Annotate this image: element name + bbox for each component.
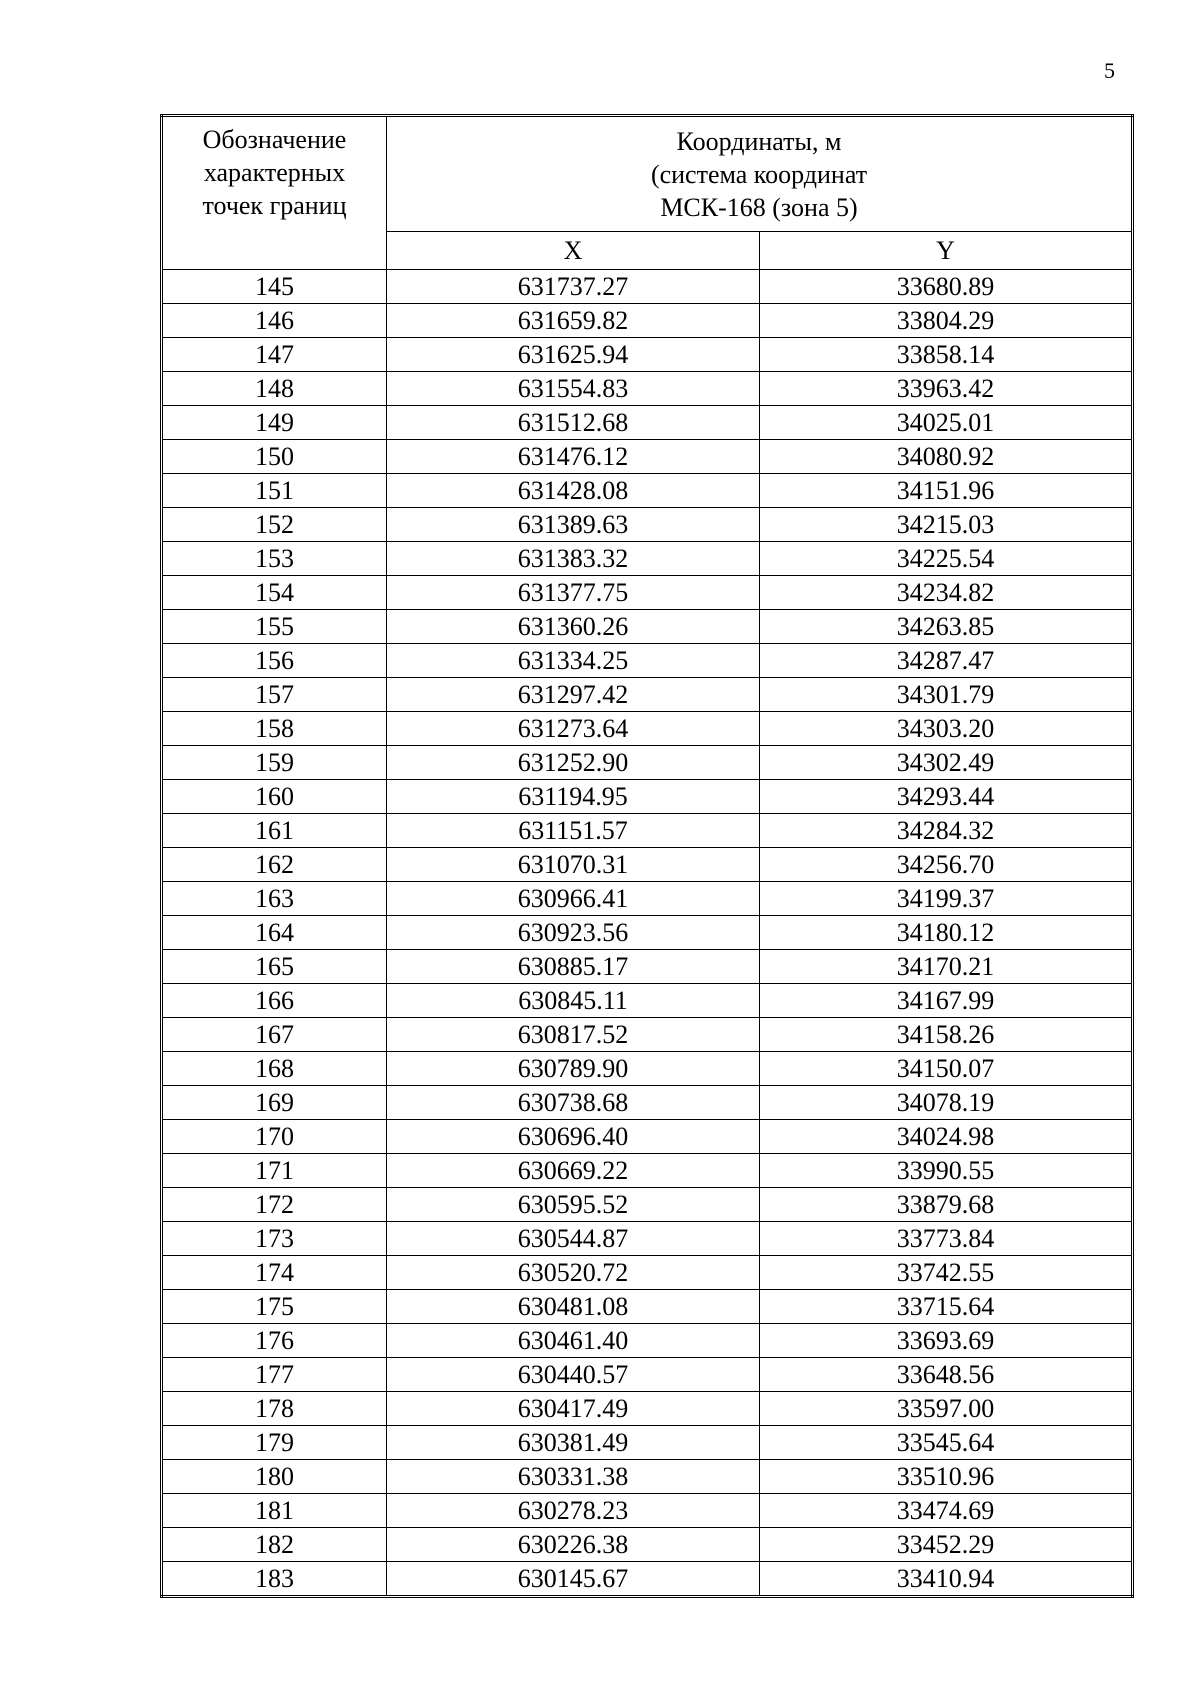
y-coordinate-cell: 34284.32 (760, 814, 1133, 848)
table-row (162, 610, 1133, 644)
point-cell: 161 (162, 814, 387, 848)
x-coordinate-cell: 630145.67 (387, 1562, 760, 1597)
x-coordinate-cell: 630481.08 (387, 1290, 760, 1324)
y-coordinate-cell: 34170.21 (760, 950, 1133, 984)
table-row (162, 576, 1133, 610)
point-cell: 171 (162, 1154, 387, 1188)
x-coordinate-cell: 630278.23 (387, 1494, 760, 1528)
y-coordinate-cell: 34302.49 (760, 746, 1133, 780)
y-coordinate-cell: 33510.96 (760, 1460, 1133, 1494)
x-coordinate-cell: 631389.63 (387, 508, 760, 542)
point-cell: 156 (162, 644, 387, 678)
x-coordinate-cell: 631737.27 (387, 270, 760, 304)
x-coordinate-cell: 630381.49 (387, 1426, 760, 1460)
table-row (162, 644, 1133, 678)
table-row (162, 1426, 1133, 1460)
point-cell: 148 (162, 372, 387, 406)
x-coordinate-cell: 631659.82 (387, 304, 760, 338)
y-coordinate-cell: 34078.19 (760, 1086, 1133, 1120)
x-coordinate-cell: 630738.68 (387, 1086, 760, 1120)
y-coordinate-cell: 33879.68 (760, 1188, 1133, 1222)
point-cell: 149 (162, 406, 387, 440)
y-coordinate-cell: 34287.47 (760, 644, 1133, 678)
x-coordinate-cell: 631297.42 (387, 678, 760, 712)
point-cell: 177 (162, 1358, 387, 1392)
y-coordinate-cell: 33858.14 (760, 338, 1133, 372)
table-row (162, 1358, 1133, 1392)
x-coordinate-cell: 631554.83 (387, 372, 760, 406)
x-column-header: X (387, 232, 760, 270)
table-row (162, 1528, 1133, 1562)
point-cell: 169 (162, 1086, 387, 1120)
table-row (162, 1018, 1133, 1052)
x-coordinate-cell: 630417.49 (387, 1392, 760, 1426)
x-coordinate-cell: 630885.17 (387, 950, 760, 984)
table-row (162, 1188, 1133, 1222)
point-cell: 145 (162, 270, 387, 304)
table-row (162, 440, 1133, 474)
point-cell: 159 (162, 746, 387, 780)
point-cell: 164 (162, 916, 387, 950)
table-body (162, 270, 1133, 1597)
point-cell: 154 (162, 576, 387, 610)
point-designation-header (162, 116, 387, 270)
y-coordinate-cell: 34303.20 (760, 712, 1133, 746)
x-coordinate-cell: 630440.57 (387, 1358, 760, 1392)
x-coordinate-cell: 630789.90 (387, 1052, 760, 1086)
table-row (162, 338, 1133, 372)
table-row (162, 678, 1133, 712)
table-row (162, 304, 1133, 338)
x-coordinate-cell: 630669.22 (387, 1154, 760, 1188)
header-line: характерных (203, 158, 346, 187)
x-coordinate-cell: 631476.12 (387, 440, 760, 474)
x-coordinate-cell: 630923.56 (387, 916, 760, 950)
point-cell: 183 (162, 1562, 387, 1597)
y-coordinate-cell: 33452.29 (760, 1528, 1133, 1562)
table-row (162, 1222, 1133, 1256)
table-row (162, 1086, 1133, 1120)
point-cell: 179 (162, 1426, 387, 1460)
y-coordinate-cell: 33545.64 (760, 1426, 1133, 1460)
point-cell: 163 (162, 882, 387, 916)
y-coordinate-cell: 33680.89 (760, 270, 1133, 304)
x-coordinate-cell: 630595.52 (387, 1188, 760, 1222)
point-cell: 158 (162, 712, 387, 746)
y-coordinate-cell: 34293.44 (760, 780, 1133, 814)
point-cell: 147 (162, 338, 387, 372)
table-row (162, 712, 1133, 746)
point-cell: 152 (162, 508, 387, 542)
point-cell: 146 (162, 304, 387, 338)
y-coordinate-cell: 34180.12 (760, 916, 1133, 950)
point-cell: 165 (162, 950, 387, 984)
table-row (162, 372, 1133, 406)
point-cell: 181 (162, 1494, 387, 1528)
y-coordinate-cell: 34234.82 (760, 576, 1133, 610)
table-row (162, 1290, 1133, 1324)
x-coordinate-cell: 630966.41 (387, 882, 760, 916)
y-coordinate-cell: 34024.98 (760, 1120, 1133, 1154)
table-header (162, 116, 1133, 270)
x-coordinate-cell: 630461.40 (387, 1324, 760, 1358)
point-cell: 172 (162, 1188, 387, 1222)
header-line: Координаты, м (676, 127, 842, 156)
table-row (162, 848, 1133, 882)
y-coordinate-cell: 33773.84 (760, 1222, 1133, 1256)
table-row (162, 814, 1133, 848)
point-cell: 167 (162, 1018, 387, 1052)
y-coordinate-cell: 34215.03 (760, 508, 1133, 542)
point-cell: 174 (162, 1256, 387, 1290)
table-row (162, 916, 1133, 950)
point-cell: 153 (162, 542, 387, 576)
x-coordinate-cell: 631273.64 (387, 712, 760, 746)
point-cell: 151 (162, 474, 387, 508)
table-row (162, 542, 1133, 576)
point-cell: 166 (162, 984, 387, 1018)
x-coordinate-cell: 630331.38 (387, 1460, 760, 1494)
y-coordinate-cell: 34263.85 (760, 610, 1133, 644)
x-coordinate-cell: 630845.11 (387, 984, 760, 1018)
x-coordinate-cell: 631377.75 (387, 576, 760, 610)
table-row (162, 1052, 1133, 1086)
x-coordinate-cell: 631070.31 (387, 848, 760, 882)
header-line: точек границ (202, 191, 347, 220)
table-row (162, 406, 1133, 440)
y-coordinate-cell: 34167.99 (760, 984, 1133, 1018)
table-row (162, 882, 1133, 916)
table-row (162, 1120, 1133, 1154)
point-cell: 170 (162, 1120, 387, 1154)
point-cell: 180 (162, 1460, 387, 1494)
point-cell: 150 (162, 440, 387, 474)
x-coordinate-cell: 631512.68 (387, 406, 760, 440)
y-coordinate-cell: 33597.00 (760, 1392, 1133, 1426)
x-coordinate-cell: 630520.72 (387, 1256, 760, 1290)
table-row (162, 1460, 1133, 1494)
x-coordinate-cell: 631151.57 (387, 814, 760, 848)
x-coordinate-cell: 630544.87 (387, 1222, 760, 1256)
y-coordinate-cell: 33742.55 (760, 1256, 1133, 1290)
x-coordinate-cell: 630696.40 (387, 1120, 760, 1154)
y-coordinate-cell: 33474.69 (760, 1494, 1133, 1528)
point-cell: 162 (162, 848, 387, 882)
table-row (162, 1256, 1133, 1290)
table-row (162, 780, 1133, 814)
y-coordinate-cell: 33410.94 (760, 1562, 1133, 1597)
coordinates-table (160, 114, 1134, 1598)
y-coordinate-cell: 33715.64 (760, 1290, 1133, 1324)
point-cell: 173 (162, 1222, 387, 1256)
point-cell: 157 (162, 678, 387, 712)
table-row (162, 1562, 1133, 1597)
y-coordinate-cell: 33693.69 (760, 1324, 1133, 1358)
y-coordinate-cell: 34150.07 (760, 1052, 1133, 1086)
y-coordinate-cell: 34301.79 (760, 678, 1133, 712)
x-coordinate-cell: 630226.38 (387, 1528, 760, 1562)
y-coordinate-cell: 34256.70 (760, 848, 1133, 882)
x-coordinate-cell: 631428.08 (387, 474, 760, 508)
point-cell: 175 (162, 1290, 387, 1324)
page-number: 5 (1104, 58, 1115, 83)
table-row (162, 508, 1133, 542)
x-coordinate-cell: 631383.32 (387, 542, 760, 576)
table-row (162, 1494, 1133, 1528)
x-coordinate-cell: 631334.25 (387, 644, 760, 678)
table-row (162, 1154, 1133, 1188)
y-column-header: Y (760, 232, 1133, 270)
header-line: МСК-168 (зона 5) (660, 193, 858, 222)
table-row (162, 270, 1133, 304)
table-row (162, 1324, 1133, 1358)
y-coordinate-cell: 33963.42 (760, 372, 1133, 406)
y-coordinate-cell: 34225.54 (760, 542, 1133, 576)
point-cell: 178 (162, 1392, 387, 1426)
y-coordinate-cell: 33990.55 (760, 1154, 1133, 1188)
table-row (162, 1392, 1133, 1426)
x-coordinate-cell: 630817.52 (387, 1018, 760, 1052)
y-coordinate-cell: 34080.92 (760, 440, 1133, 474)
y-coordinate-cell: 34151.96 (760, 474, 1133, 508)
table-row (162, 950, 1133, 984)
point-cell: 155 (162, 610, 387, 644)
point-cell: 160 (162, 780, 387, 814)
y-coordinate-cell: 34158.26 (760, 1018, 1133, 1052)
y-coordinate-cell: 33804.29 (760, 304, 1133, 338)
y-coordinate-cell: 33648.56 (760, 1358, 1133, 1392)
header-line: Обозначение (202, 125, 347, 154)
header-line: (система координат (650, 160, 868, 189)
point-cell: 176 (162, 1324, 387, 1358)
point-cell: 168 (162, 1052, 387, 1086)
table-row (162, 984, 1133, 1018)
x-coordinate-cell: 631625.94 (387, 338, 760, 372)
coordinates-header (387, 116, 1133, 232)
x-coordinate-cell: 631360.26 (387, 610, 760, 644)
y-coordinate-cell: 34199.37 (760, 882, 1133, 916)
x-coordinate-cell: 631194.95 (387, 780, 760, 814)
table-row (162, 746, 1133, 780)
point-cell: 182 (162, 1528, 387, 1562)
y-coordinate-cell: 34025.01 (760, 406, 1133, 440)
x-coordinate-cell: 631252.90 (387, 746, 760, 780)
table-row (162, 474, 1133, 508)
